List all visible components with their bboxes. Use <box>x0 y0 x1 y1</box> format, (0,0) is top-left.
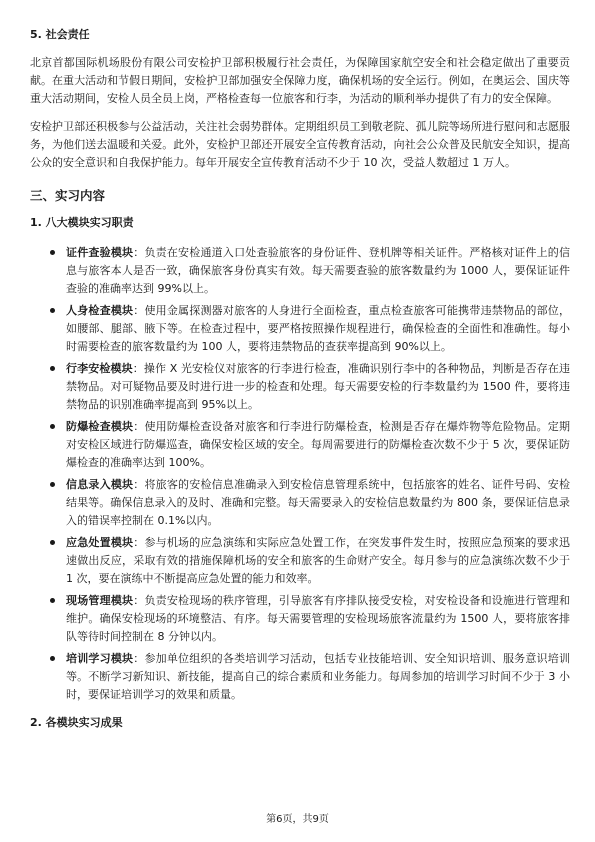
module-title: 人身检查模块 <box>66 304 134 317</box>
module-text: ：参与机场的应急演练和实际应急处置工作，在突发事件发生时，按照应急预案的要求迅速做出反应，采取有效的措施保障机场的安全和旅客的生命财产安全。每月参与的应急演练次数不少于 1 次，要在演练中不断提高应急处置的能力和效率。 <box>66 536 571 585</box>
bullet-icon <box>50 424 55 429</box>
page-number-footer: 第6页，共9页 <box>266 814 329 825</box>
paragraph-social-responsibility-1: 北京首都国际机场股份有限公司安检护卫部积极履行社会责任，为保障国家航空安全和社会稳定做出了重要贡献。在重大活动和节假日期间，安检护卫部加强安全保障力度，确保机场的安全运行。例如，在奥运会、国庆等重大活动期间，安检人员全员上岗，严格检查每一位旅客和行李，为活动的顺利举办提供了有力的安全保障。 <box>30 56 570 105</box>
module-text: ：负责安检现场的秩序管理，引导旅客有序排队接受安检，对安检设备和设施进行管理和维护。确保安检现场的环境整洁、有序。每天需要管理的安检现场旅客流量约为 1500 人，要将旅客排队等待时间控制在 8 分钟以内。 <box>66 594 571 643</box>
module-text: ：参加单位组织的各类培训学习活动，包括专业技能培训、安全知识培训、服务意识培训等。不断学习新知识、新技能，提高自己的综合素质和业务能力。每周参加的培训学习时间不少于 3 小时，要保证培训学习的效果和质量。 <box>66 652 571 701</box>
module-duties-list <box>30 244 570 704</box>
bullet-icon <box>50 540 55 545</box>
list-item-module <box>66 592 570 646</box>
list-item-module <box>66 302 570 356</box>
bullet-icon <box>50 656 55 661</box>
subsection-heading-module-results: 2. 各模块实习成果 <box>30 716 123 729</box>
subsection-heading-module-duties: 1. 八大模块实习职责 <box>30 216 134 229</box>
module-title: 应急处置模块 <box>66 536 134 549</box>
module-text: ：使用金属探测器对旅客的人身进行全面检查，重点检查旅客可能携带违禁物品的部位，如腰部、腿部、腋下等。在检查过程中，要严格按照操作规程进行，确保检查的全面性和准确性。每小时需要检查的旅客数量约为 100 人，要将违禁物品的查获率提高到 90%以上。 <box>66 304 571 353</box>
module-title: 防爆检查模块 <box>66 420 134 433</box>
module-text: ：负责在安检通道入口处查验旅客的身份证件、登机牌等相关证件。严格核对证件上的信息与旅客本人是否一致，确保旅客身份真实有效。每天需要查验的旅客数量约为 1000 人，要保证证件查验的准确率达到 99%以上。 <box>66 246 571 295</box>
module-title: 证件查验模块 <box>66 246 134 259</box>
module-text: ：使用防爆检查设备对旅客和行李进行防爆检查，检测是否存在爆炸物等危险物品。定期对安检区域进行防爆巡查，确保安检区域的安全。每周需要进行的防爆检查次数不少于 5 次，要保证防爆检查的准确率达到 100%。 <box>66 420 571 469</box>
section-heading-social-responsibility: 5. 社会责任 <box>30 28 90 41</box>
bullet-icon <box>50 598 55 603</box>
module-title: 现场管理模块 <box>66 594 134 607</box>
list-item-module <box>66 360 570 414</box>
page-content <box>30 26 570 742</box>
bullet-icon <box>50 250 55 255</box>
module-text: ：将旅客的安检信息准确录入到安检信息管理系统中，包括旅客的姓名、证件号码、安检结果等。确保信息录入的及时、准确和完整。每天需要录入的安检信息数量约为 800 条，要保证信息录入的错误率控制在 0.1%以内。 <box>66 478 571 527</box>
bullet-icon <box>50 482 55 487</box>
list-item-module <box>66 650 570 704</box>
bullet-icon <box>50 366 55 371</box>
module-text: ：操作 X 光安检仪对旅客的行李进行检查，准确识别行李中的各种物品，判断是否存在违禁物品。对可疑物品要及时进行进一步的检查和处理。每天需要安检的行李数量约为 1500 件，要将违禁物品的识别准确率提高到 95%以上。 <box>66 362 570 411</box>
module-title: 培训学习模块 <box>66 652 134 665</box>
module-title: 信息录入模块 <box>66 478 134 491</box>
module-title: 行李安检模块 <box>66 362 133 375</box>
list-item-module <box>66 418 570 472</box>
bullet-icon <box>50 308 55 313</box>
list-item-module <box>66 476 570 530</box>
list-item-module <box>66 534 570 588</box>
paragraph-social-responsibility-2: 安检护卫部还积极参与公益活动，关注社会弱势群体。定期组织员工到敬老院、孤儿院等场所进行慰问和志愿服务，为他们送去温暖和关爱。此外，安检护卫部还开展安全宣传教育活动，向社会公众普及民航安全知识，提高公众的安全意识和自我保护能力。每年开展安全宣传教育活动不少于 10 次，受益人数超过 1 万人。 <box>30 120 570 169</box>
section-heading-internship-content: 三、实习内容 <box>30 188 106 203</box>
list-item-module <box>66 244 570 298</box>
